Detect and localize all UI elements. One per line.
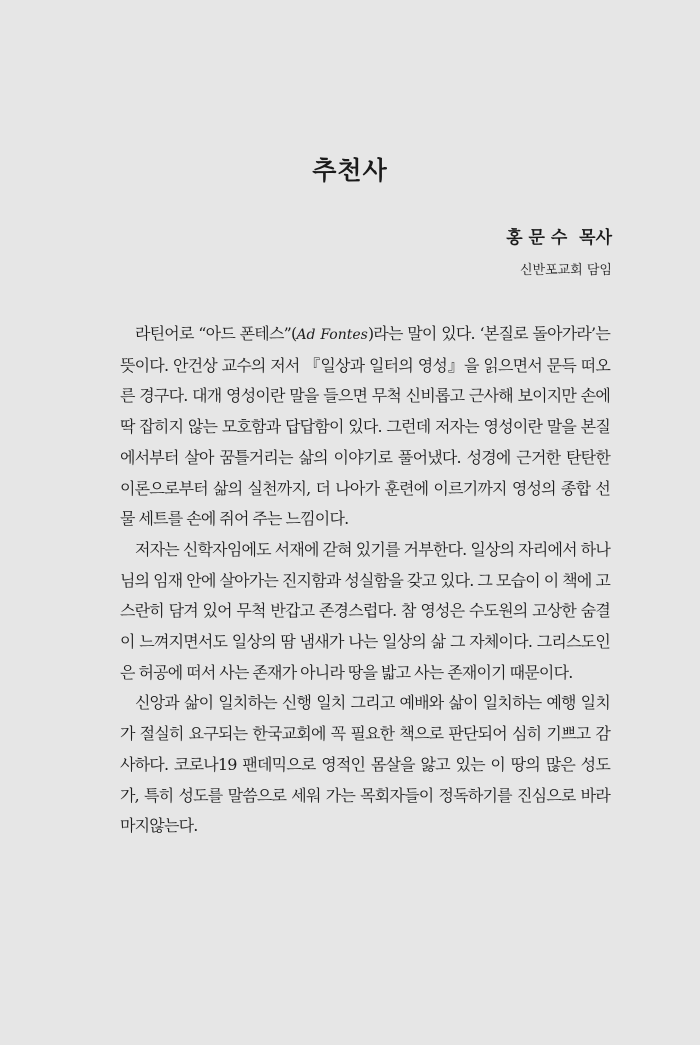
author-name: 홍 문 수 목사 bbox=[506, 228, 612, 248]
paragraph-1 bbox=[120, 319, 610, 535]
paragraph-1-rest: )라는 말이 있다. ‘본질로 돌아가라’는 뜻이다. 안건상 교수의 저서 『일상과 일터의 영성』을 읽으면서 문득 떠오른 경구다. 대개 영성이란 말을 들으면 무척 신비롭고 근사해 보이지만 손에 딱 잡히지 않는 모호함과 답답함이 있다. 그런데 저자는 영성이란 말을 본질에서부터 살아 꿈틀거리는 삶의 이야기로 풀어냈다. 성경에 근거한 탄탄한 이론으로부터 삶의 실천까지, 더 나아가 훈련에 이르기까지 영성의 종합 선물 세트를 손에 쥐어 주는 느낌이다. bbox=[120, 324, 610, 529]
body-text bbox=[120, 319, 610, 842]
paragraph-3: 신앙과 삶이 일치하는 신행 일치 그리고 예배와 삶이 일치하는 예행 일치가 절실히 요구되는 한국교회에 꼭 필요한 책으로 판단되어 심히 기쁘고 감사하다. 코로나19 팬데믹으로 영적인 몸살을 앓고 있는 이 땅의 많은 성도가, 특히 성도를 말씀으로 세워 가는 목회자들이 정독하기를 진심으로 바라 마지않는다. bbox=[120, 693, 610, 836]
paragraph-2: 저자는 신학자임에도 서재에 갇혀 있기를 거부한다. 일상의 자리에서 하나님의 임재 안에 살아가는 진지함과 성실함을 갖고 있다. 그 모습이 이 책에 고스란히 담겨 있어 무척 반갑고 존경스럽다. 참 영성은 수도원의 고상한 숨결이 느껴지면서도 일상의 땀 냄새가 나는 일상의 삶 그 자체이다. 그리스도인은 허공에 떠서 사는 존재가 아니라 땅을 밟고 사는 존재이기 때문이다. bbox=[120, 539, 610, 682]
author-affiliation: 신반포교회 담임 bbox=[519, 263, 612, 278]
page-title: 추천사 bbox=[312, 156, 388, 185]
latin-phrase: Ad Fontes bbox=[296, 327, 368, 343]
paragraph-1-lead: 라틴어로 “아드 폰테스”( bbox=[135, 324, 297, 343]
